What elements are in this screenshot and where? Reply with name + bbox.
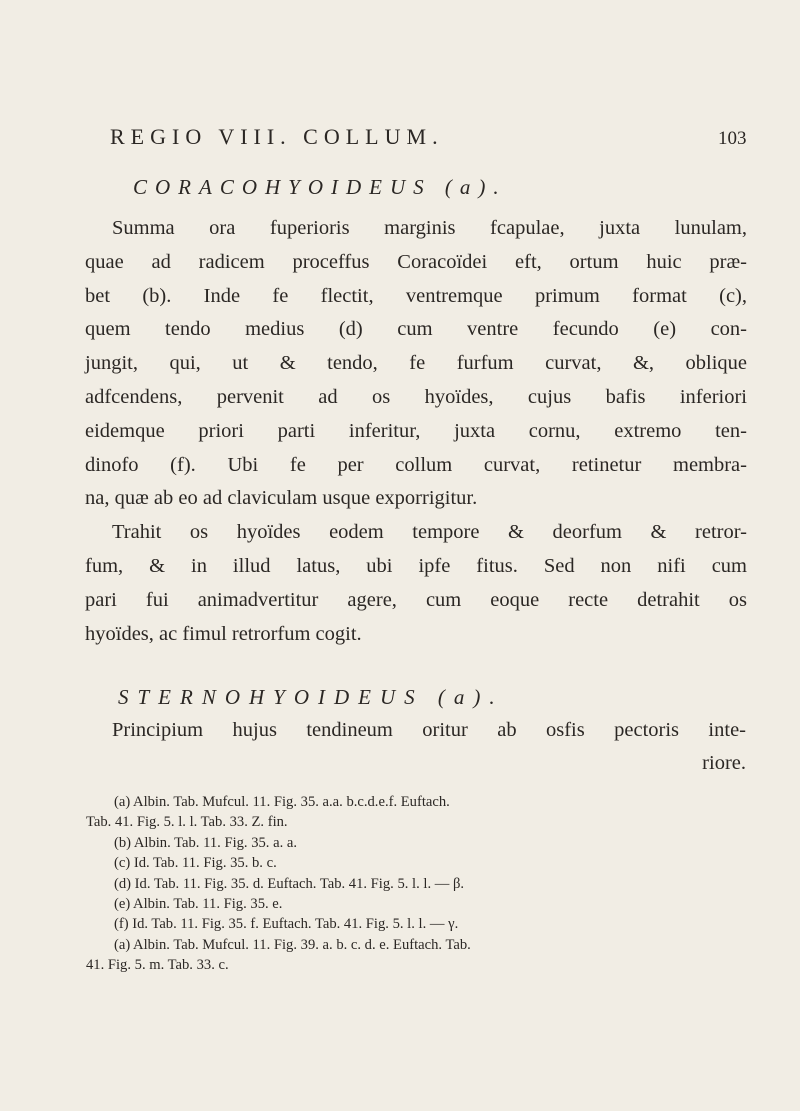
footnote-line: (a) Albin. Tab. Mufcul. 11. Fig. 35. a.a. b.c.d.e.f. Euftach. [114, 794, 450, 810]
section-title-sternohyoideus: STERNOHYOIDEUS (a). [118, 685, 504, 709]
text-line: jungit, qui, ut & tendo, fe furfum curvat, &, oblique [85, 352, 747, 375]
text-line: Principium hujus tendineum oritur ab osfis pectoris inte- [112, 719, 746, 741]
footnote-line: (d) Id. Tab. 11. Fig. 35. d. Euftach. Tab. 41. Fig. 5. l. l. — β. [114, 875, 465, 892]
section-title-coracohyoideus: CORACOHYOIDEUS (a). [133, 175, 507, 199]
footnote-line: (a) Albin. Tab. Mufcul. 11. Fig. 39. a. b. c. d. e. Euftach. Tab. [114, 936, 471, 953]
text-line: quem tendo medius (d) cum ventre fecundo (e) con- [85, 318, 747, 341]
footnote-line: (f) Id. Tab. 11. Fig. 35. f. Euftach. Tab. 41. Fig. 5. l. l. — γ. [114, 916, 459, 933]
text-line: Trahit os hyoïdes eodem tempore & deorfum & retror- [112, 521, 747, 544]
text-line: dinofo (f). Ubi fe per collum curvat, retinetur membra- [85, 453, 747, 476]
footnote-line: Tab. 41. Fig. 5. l. l. Tab. 33. Z. fin. [86, 814, 288, 831]
text-line: bet (b). Inde fe flectit, ventremque primum format (c), [85, 284, 747, 307]
footnote-line: 41. Fig. 5. m. Tab. 33. c. [86, 957, 229, 974]
footnote-line: (c) Id. Tab. 11. Fig. 35. b. c. [114, 855, 277, 872]
text-line: na, quæ ab eo ad claviculam usque exporrigitur. [85, 487, 478, 510]
running-head: REGIO VIII. COLLUM. [110, 124, 444, 149]
footnotes [86, 792, 762, 976]
text-line: pari fui animadvertitur agere, cum eoque recte detrahit os [85, 588, 747, 611]
text-line: eidemque priori parti inferitur, juxta cornu, extremo ten- [85, 419, 747, 442]
page-number: 103 [718, 128, 747, 149]
text-line: hyoïdes, ac fimul retrorfum cogit. [85, 622, 362, 645]
text-line: riore. [702, 752, 746, 774]
main-text [85, 212, 747, 651]
text-line: fum, & in illud latus, ubi ipfe fitus. Sed non nifi cum [85, 554, 747, 577]
text-line: Summa ora fuperioris marginis fcapulae, juxta lunulam, [112, 217, 747, 239]
text-line: quae ad radicem proceffus Coracoïdei eft, ortum huic præ- [85, 250, 747, 273]
footnote-line: (b) Albin. Tab. 11. Fig. 35. a. a. [114, 834, 298, 851]
sternohyoideus-text [112, 714, 746, 780]
footnote-line: (e) Albin. Tab. 11. Fig. 35. e. [114, 896, 283, 913]
text-line: adfcendens, pervenit ad os hyoïdes, cujus bafis inferiori [85, 385, 747, 408]
